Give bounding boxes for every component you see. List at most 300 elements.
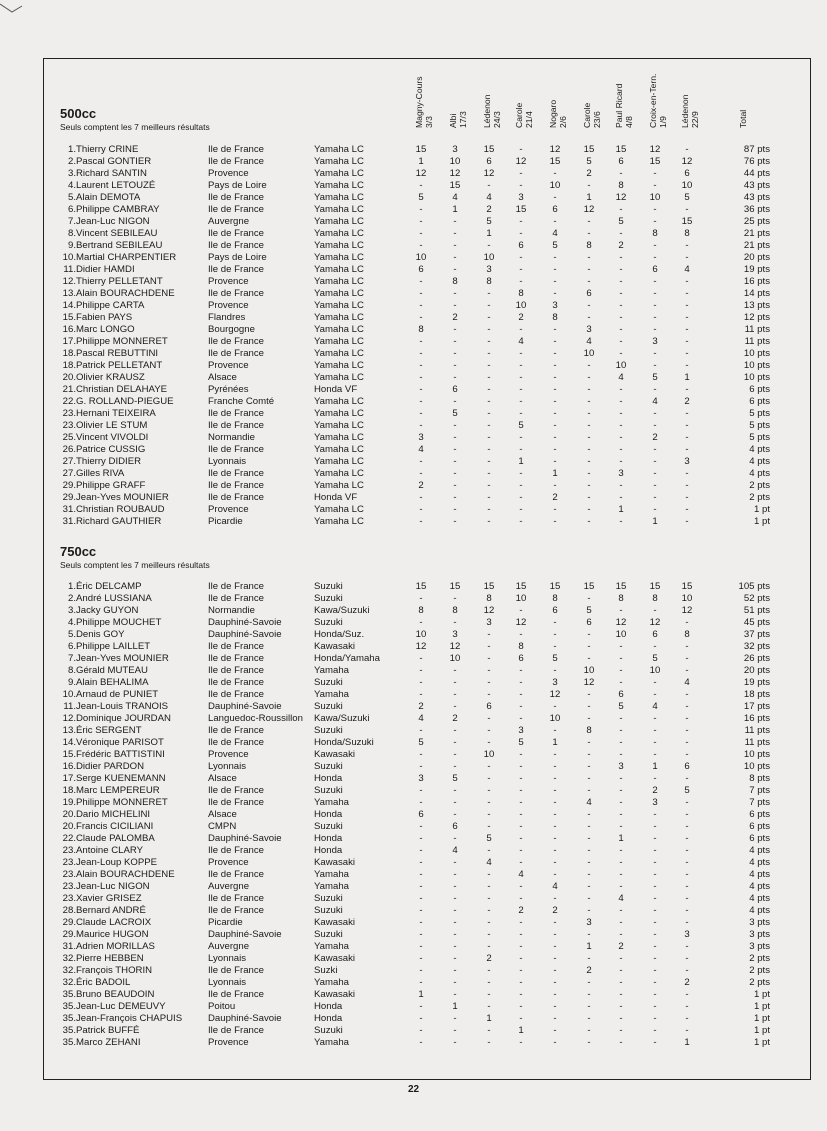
score-cell: - [453,953,457,964]
score-cell: - [519,468,523,479]
rank: 18. [62,348,76,359]
region: Ile de France [208,336,264,347]
score-cell: - [653,917,657,928]
score-cell: - [619,749,623,760]
score-cell: - [587,905,591,916]
machine: Honda [314,1001,343,1012]
score-cell: 2 [652,432,658,443]
score-cell: 1 [452,1001,458,1012]
score-cell: 15 [515,581,527,592]
score-cell: - [619,396,623,407]
total-points: 3 pts [749,929,770,940]
score-cell: - [685,701,689,712]
machine: Yamaha LC [314,264,364,275]
score-cell: - [553,1025,557,1036]
score-cell: - [685,857,689,868]
machine: Yamaha LC [314,300,364,311]
score-cell: 6 [684,761,690,772]
score-cell: - [653,276,657,287]
score-cell: - [453,797,457,808]
score-cell: 5 [452,773,458,784]
score-cell: - [553,785,557,796]
score-cell: - [587,881,591,892]
rank: 20. [62,821,76,832]
rider-name: Christian DELAHAYE [76,384,167,395]
score-cell: - [519,677,523,688]
score-cell: - [619,785,623,796]
score-cell: 1 [452,204,458,215]
region: Ile de France [208,689,264,700]
total-points: 19 pts [743,264,770,275]
machine: Suzuki [314,1025,343,1036]
region: Ile de France [208,869,264,880]
column-header-8: Croix-en-Tern. 1/9 [648,73,668,128]
machine: Honda [314,809,343,820]
score-cell: - [519,629,523,640]
score-cell: - [685,312,689,323]
total-points: 6 pts [749,809,770,820]
score-cell: 5 [652,653,658,664]
score-cell: - [453,881,457,892]
rider-name: Francis CICILIANI [76,821,154,832]
score-cell: - [453,216,457,227]
score-cell: - [419,869,423,880]
total-points: 52 pts [743,593,770,604]
rank: 23. [62,408,76,419]
score-cell: - [619,917,623,928]
score-cell: - [587,653,591,664]
score-cell: 4 [652,396,658,407]
score-cell: 10 [583,665,595,676]
rider-name: Gérald MUTEAU [76,665,148,676]
score-cell: - [553,749,557,760]
score-cell: - [619,1025,623,1036]
score-cell: - [653,420,657,431]
machine: Suzuki [314,617,343,628]
machine: Suzuki [314,725,343,736]
machine: Yamaha [314,689,350,700]
score-cell: - [519,216,523,227]
rank: 12. [62,713,76,724]
total-points: 25 pts [743,216,770,227]
score-cell: 5 [618,701,624,712]
machine: Honda VF [314,492,358,503]
region: Lyonnais [208,761,247,772]
score-cell: 1 [552,737,558,748]
score-cell: - [685,893,689,904]
score-cell: - [487,396,491,407]
score-cell: - [619,444,623,455]
region: Provence [208,749,249,760]
score-cell: - [587,480,591,491]
score-cell: - [519,713,523,724]
region: Ile de France [208,593,264,604]
rider-name: Jean-Yves MOUNIER [76,492,169,503]
score-cell: 3 [486,617,492,628]
total-points: 13 pts [743,300,770,311]
score-cell: 1 [486,1013,492,1024]
page-corner-mark [0,0,40,20]
rank: 13. [62,725,76,736]
region: Ile de France [208,480,264,491]
score-cell: - [553,396,557,407]
score-cell: - [653,809,657,820]
machine: Yamaha LC [314,204,364,215]
score-cell: - [619,797,623,808]
score-cell: - [619,288,623,299]
total-points: 11 pts [744,336,770,347]
score-cell: - [553,216,557,227]
score-cell: - [619,845,623,856]
score-cell: 2 [586,965,592,976]
machine: Yamaha LC [314,192,364,203]
total-points: 19 pts [743,677,770,688]
rider-name: Maurice HUGON [76,929,149,940]
score-cell: - [685,845,689,856]
score-cell: 10 [515,300,527,311]
score-cell: - [553,480,557,491]
rider-name: Pascal GONTIER [76,156,152,167]
rider-name: Alain BOURACHDENE [76,288,175,299]
score-cell: 2 [684,977,690,988]
rider-name: André LUSSIANA [76,593,152,604]
score-cell: 4 [486,857,492,868]
score-cell: - [487,689,491,700]
score-cell: - [685,941,689,952]
score-cell: - [519,749,523,760]
score-cell: - [419,965,423,976]
total-points: 37 pts [743,629,770,640]
region: Ile de France [208,665,264,676]
total-points: 5 pts [749,408,770,419]
score-cell: - [619,408,623,419]
total-points: 12 pts [743,312,770,323]
score-cell: 8 [586,240,592,251]
score-cell: - [587,737,591,748]
total-points: 6 pts [749,833,770,844]
score-cell: - [519,228,523,239]
score-cell: - [685,468,689,479]
score-cell: - [453,240,457,251]
score-cell: - [553,516,557,527]
score-cell: 15 [583,144,595,155]
score-cell: 3 [552,677,558,688]
machine: Honda [314,833,343,844]
region: Ile de France [208,581,264,592]
score-cell: - [653,845,657,856]
score-cell: - [519,492,523,503]
score-cell: - [587,869,591,880]
rider-name: Jean-Luc DEMEUVY [76,1001,166,1012]
score-cell: - [587,989,591,1000]
machine: Yamaha LC [314,348,364,359]
rank: 11. [63,264,76,275]
region: Ile de France [208,420,264,431]
score-cell: - [587,953,591,964]
region: Ile de France [208,785,264,796]
region: Dauphiné-Savoie [208,629,282,640]
score-cell: - [419,785,423,796]
score-cell: - [553,809,557,820]
score-cell: - [587,300,591,311]
score-cell: - [487,504,491,515]
rank: 21. [62,384,76,395]
rank: 23. [62,869,76,880]
region: Ile de France [208,408,264,419]
score-cell: - [487,869,491,880]
score-cell: - [653,965,657,976]
rider-name: Philippe CARTA [76,300,145,311]
score-cell: - [553,432,557,443]
total-points: 51 pts [743,605,770,616]
rider-name: Serge KUENEMANN [76,773,166,784]
region: Ile de France [208,905,264,916]
score-cell: 8 [452,276,458,287]
score-cell: - [653,989,657,1000]
region: Dauphiné-Savoie [208,701,282,712]
score-cell: - [519,941,523,952]
score-cell: - [519,689,523,700]
region: Provence [208,276,249,287]
score-cell: - [519,917,523,928]
score-cell: 5 [552,240,558,251]
score-cell: - [519,168,523,179]
rider-name: Véronique PARISOT [76,737,164,748]
rank: 25. [62,432,76,443]
rank: 27. [62,468,76,479]
region: Alsace [208,773,237,784]
region: Ile de France [208,845,264,856]
score-cell: - [519,444,523,455]
score-cell: 5 [586,156,592,167]
score-cell: 6 [652,264,658,275]
region: Ile de France [208,492,264,503]
region: Ile de France [208,893,264,904]
score-cell: - [587,809,591,820]
score-cell: - [487,288,491,299]
score-cell: - [685,276,689,287]
score-cell: - [487,881,491,892]
score-cell: - [653,893,657,904]
score-cell: - [419,953,423,964]
total-points: 6 pts [749,396,770,407]
score-cell: 6 [452,821,458,832]
score-cell: - [487,336,491,347]
score-cell: - [653,773,657,784]
total-points: 10 pts [743,348,770,359]
score-cell: - [519,264,523,275]
score-cell: 3 [586,917,592,928]
score-cell: - [453,869,457,880]
score-cell: - [685,1025,689,1036]
rider-name: Patrick BUFFÉ [76,1025,140,1036]
machine: Suzuki [314,581,343,592]
total-points: 2 pts [749,480,770,491]
region: Ile de France [208,144,264,155]
region: Ile de France [208,444,264,455]
score-cell: - [553,965,557,976]
score-cell: 3 [418,773,424,784]
score-cell: 3 [618,761,624,772]
score-cell: - [619,713,623,724]
score-cell: - [553,504,557,515]
score-cell: - [587,833,591,844]
column-header-4: Carole 21/4 [514,102,534,128]
rank: 35. [62,989,76,1000]
score-cell: - [553,264,557,275]
score-cell: 6 [618,156,624,167]
score-cell: - [587,773,591,784]
score-cell: - [419,336,423,347]
total-points: 3 pts [749,917,770,928]
score-cell: - [587,893,591,904]
machine: Yamaha LC [314,432,364,443]
region: Lyonnais [208,953,247,964]
region: Auvergne [208,216,250,227]
rider-name: Xavier GRISEZ [76,893,142,904]
score-cell: - [487,384,491,395]
score-cell: 15 [415,581,427,592]
score-cell: - [487,468,491,479]
machine: Honda/Yamaha [314,653,380,664]
rank: 32. [62,977,76,988]
score-cell: 15 [483,144,495,155]
rank: 32. [62,965,76,976]
score-cell: 10 [483,252,495,263]
score-cell: - [553,917,557,928]
rank: 26. [62,444,76,455]
region: Picardie [208,516,243,527]
rider-name: Marc LEMPEREUR [76,785,160,796]
score-cell: - [553,348,557,359]
score-cell: - [685,252,689,263]
total-points: 43 pts [743,192,770,203]
score-cell: - [553,408,557,419]
score-cell: 4 [652,701,658,712]
score-cell: 15 [515,204,527,215]
score-cell: - [653,689,657,700]
score-cell: - [685,989,689,1000]
score-cell: - [653,641,657,652]
score-cell: - [487,809,491,820]
score-cell: 15 [549,156,561,167]
score-cell: 4 [418,444,424,455]
score-cell: - [487,420,491,431]
total-points: 1 pt [753,1025,770,1036]
score-cell: 15 [681,216,693,227]
score-cell: - [553,324,557,335]
score-cell: 10 [681,593,693,604]
score-cell: - [619,857,623,868]
score-cell: - [419,689,423,700]
score-cell: - [487,893,491,904]
total-points: 4 pts [749,869,770,880]
score-cell: 10 [415,252,427,263]
score-cell: - [653,384,657,395]
score-cell: - [587,384,591,395]
region: Provence [208,504,249,515]
score-cell: - [587,492,591,503]
region: Bourgogne [208,324,255,335]
score-cell: - [653,1037,657,1048]
rank: 20. [62,809,76,820]
rider-name: Philippe MOUCHET [76,617,162,628]
rider-name: Vincent SEBILEAU [76,228,158,239]
score-cell: - [453,336,457,347]
rider-name: Claude PALOMBA [76,833,155,844]
score-cell: 4 [486,192,492,203]
machine: Suzuki [314,893,343,904]
total-points: 105 pts [738,581,770,592]
score-cell: 1 [518,456,524,467]
score-cell: 4 [586,336,592,347]
score-cell: - [419,821,423,832]
score-cell: - [487,300,491,311]
score-cell: - [653,1001,657,1012]
score-cell: - [653,821,657,832]
score-cell: - [587,1025,591,1036]
score-cell: 8 [586,725,592,736]
score-cell: - [619,869,623,880]
region: Alsace [208,809,237,820]
region: Ile de France [208,737,264,748]
score-cell: - [419,420,423,431]
score-cell: 15 [415,144,427,155]
score-cell: - [519,144,523,155]
score-cell: - [487,821,491,832]
machine: Honda [314,1013,343,1024]
region: Ile de France [208,641,264,652]
score-cell: - [587,689,591,700]
score-cell: 12 [549,144,561,155]
region: Dauphiné-Savoie [208,617,282,628]
score-cell: 2 [552,492,558,503]
score-cell: - [519,396,523,407]
score-cell: - [685,504,689,515]
column-header-7: Paul Ricard 4/8 [614,83,634,128]
score-cell: 8 [518,288,524,299]
region: Flandres [208,312,246,323]
score-cell: - [519,809,523,820]
score-cell: 2 [452,312,458,323]
score-cell: 12 [415,641,427,652]
score-cell: - [619,480,623,491]
column-header-9: Lédenon 22/9 [680,94,700,128]
score-cell: - [453,593,457,604]
score-cell: 4 [586,797,592,808]
score-cell: 3 [552,300,558,311]
machine: Yamaha [314,869,350,880]
score-cell: 5 [586,605,592,616]
machine: Yamaha LC [314,240,364,251]
score-cell: - [519,348,523,359]
score-cell: 10 [449,156,461,167]
score-cell: - [419,893,423,904]
rank: 12. [62,276,76,287]
score-cell: 5 [684,785,690,796]
rank: 29. [62,492,76,503]
rider-name: Jean-Louis TRANOIS [76,701,169,712]
score-cell: - [519,360,523,371]
score-cell: - [453,264,457,275]
score-cell: - [553,761,557,772]
score-cell: - [453,893,457,904]
rank: 6. [67,204,76,215]
score-cell: - [519,324,523,335]
score-cell: - [653,881,657,892]
total-points: 36 pts [743,204,770,215]
score-cell: 4 [452,845,458,856]
